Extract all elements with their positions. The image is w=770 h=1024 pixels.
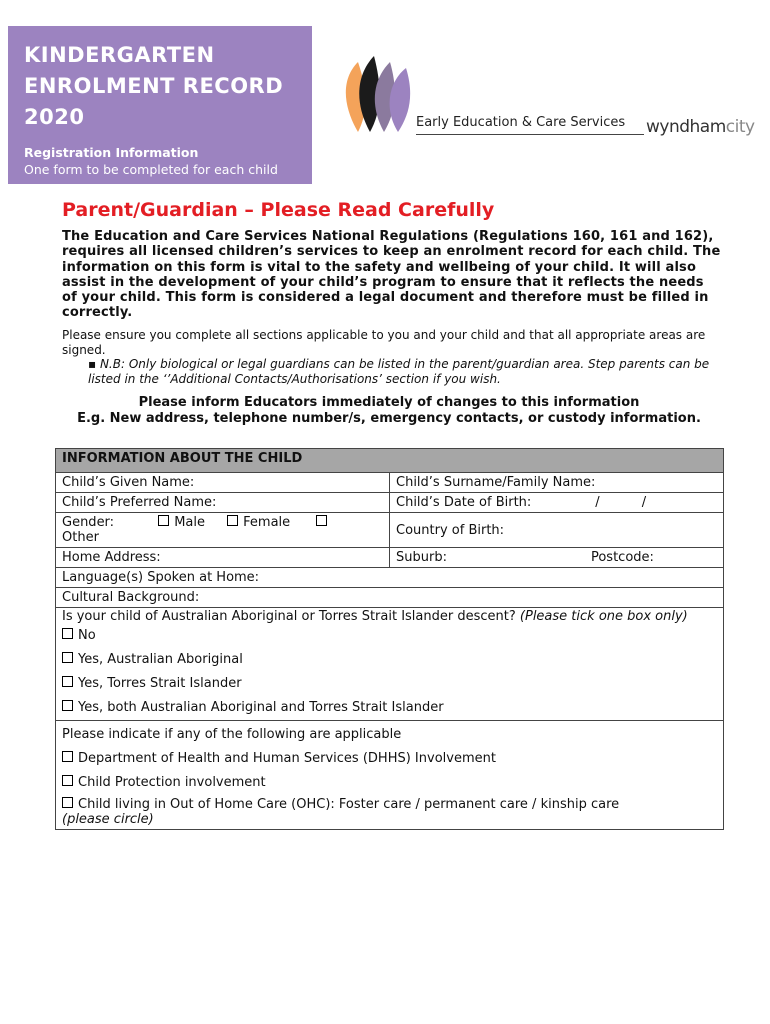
nb-bullet [88,357,728,387]
dhhs-checkbox[interactable] [62,751,73,762]
child-protection-checkbox[interactable] [62,775,73,786]
bullet-square-icon: ▪ [88,357,100,371]
other-label: Other [62,530,99,545]
registration-subtitle: Registration Information [24,145,199,160]
child-information-table [55,448,724,830]
dob-label: Child’s Date of Birth: [396,495,532,510]
dob-field[interactable] [390,493,724,513]
postcode-label: Postcode: [590,550,654,565]
wyndham-city-logo [646,117,755,137]
atsi-option: Yes, Australian Aboriginal [78,652,243,667]
form-title-line3: 2020 [24,105,85,129]
dob-sep1: / [595,495,600,510]
divider [416,134,644,135]
applicable-section [56,721,724,830]
gender-field [56,513,390,548]
applicable-option: Department of Health and Human Services (DHHS) Involvement [78,751,496,766]
given-name-field[interactable]: Child’s Given Name: [56,473,390,493]
dob-sep2: / [641,495,647,510]
table-heading: INFORMATION ABOUT THE CHILD [56,449,724,473]
atsi-section [56,608,724,721]
female-checkbox[interactable] [227,515,238,526]
ensure-paragraph: Please ensure you complete all sections applicable to you and your child and that all appropriate areas are signed. [62,328,706,357]
inform-line2: E.g. New address, telephone number/s, emergency contacts, or custody information. [77,410,701,426]
form-title-line1: KINDERGARTEN [24,43,215,67]
cultural-background-field[interactable]: Cultural Background: [56,588,724,608]
gender-label: Gender: [62,515,115,530]
surname-field[interactable]: Child’s Surname/Family Name: [390,473,724,493]
country-of-birth-field[interactable]: Country of Birth: [390,513,724,548]
atsi-hint: (Please tick one box only) [519,609,688,624]
home-address-field[interactable]: Home Address: [56,548,390,568]
language-field[interactable]: Language(s) Spoken at Home: [56,568,724,588]
service-name: Early Education & Care Services [416,115,626,130]
brand-city: city [725,117,755,137]
inform-line1: Please inform Educators immediately of changes to this information [138,395,640,410]
regulations-paragraph: The Education and Care Services National Regulations (Regulations 160, 161 and 162), requires all licensed children’s services to keep an enrolment record for each child. The information on this form is vital to the safety and wellbeing of your child. It will also assist in the development of your child’s program to ensure that it reflects the needs of your child. This form is considered a legal document and therefore must be filled in correctly. [62,229,721,321]
title-banner [8,26,312,184]
inform-notice [62,395,716,426]
circle-hint: (please circle) [62,812,154,827]
atsi-option: Yes, both Australian Aboriginal and Torres Strait Islander [78,700,444,715]
brand-main: wyndham [646,117,726,137]
preferred-name-field[interactable]: Child’s Preferred Name: [56,493,390,513]
male-label: Male [174,515,205,530]
one-form-note: One form to be completed for each child [24,162,278,177]
male-checkbox[interactable] [158,515,169,526]
atsi-question: Is your child of Australian Aboriginal or Torres Strait Islander descent? [62,609,516,624]
atsi-torres-checkbox[interactable] [62,676,73,687]
other-checkbox[interactable] [316,515,327,526]
applicable-heading: Please indicate if any of the following are applicable [62,727,402,742]
notice-heading: Parent/Guardian – Please Read Carefully [62,199,495,221]
atsi-no-checkbox[interactable] [62,628,73,639]
applicable-option: Child living in Out of Home Care (OHC): Foster care / permanent care / kinship care [78,797,620,812]
applicable-option: Child Protection involvement [78,775,266,790]
form-title-line2: ENROLMENT RECORD [24,74,284,98]
atsi-option: Yes, Torres Strait Islander [78,676,242,691]
wyndham-leaf-logo-icon [328,52,416,136]
ohc-checkbox[interactable] [62,797,73,808]
atsi-option: No [78,628,96,643]
nb-text: N.B: Only biological or legal guardians can be listed in the parent/guardian area. Step parents can be listed in the ‘’Additional Contacts/Authorisations’ section if you wish. [88,357,710,386]
atsi-aboriginal-checkbox[interactable] [62,652,73,663]
female-label: Female [243,515,291,530]
atsi-both-checkbox[interactable] [62,700,73,711]
suburb-postcode-field[interactable] [390,548,724,568]
suburb-label: Suburb: [396,550,447,565]
